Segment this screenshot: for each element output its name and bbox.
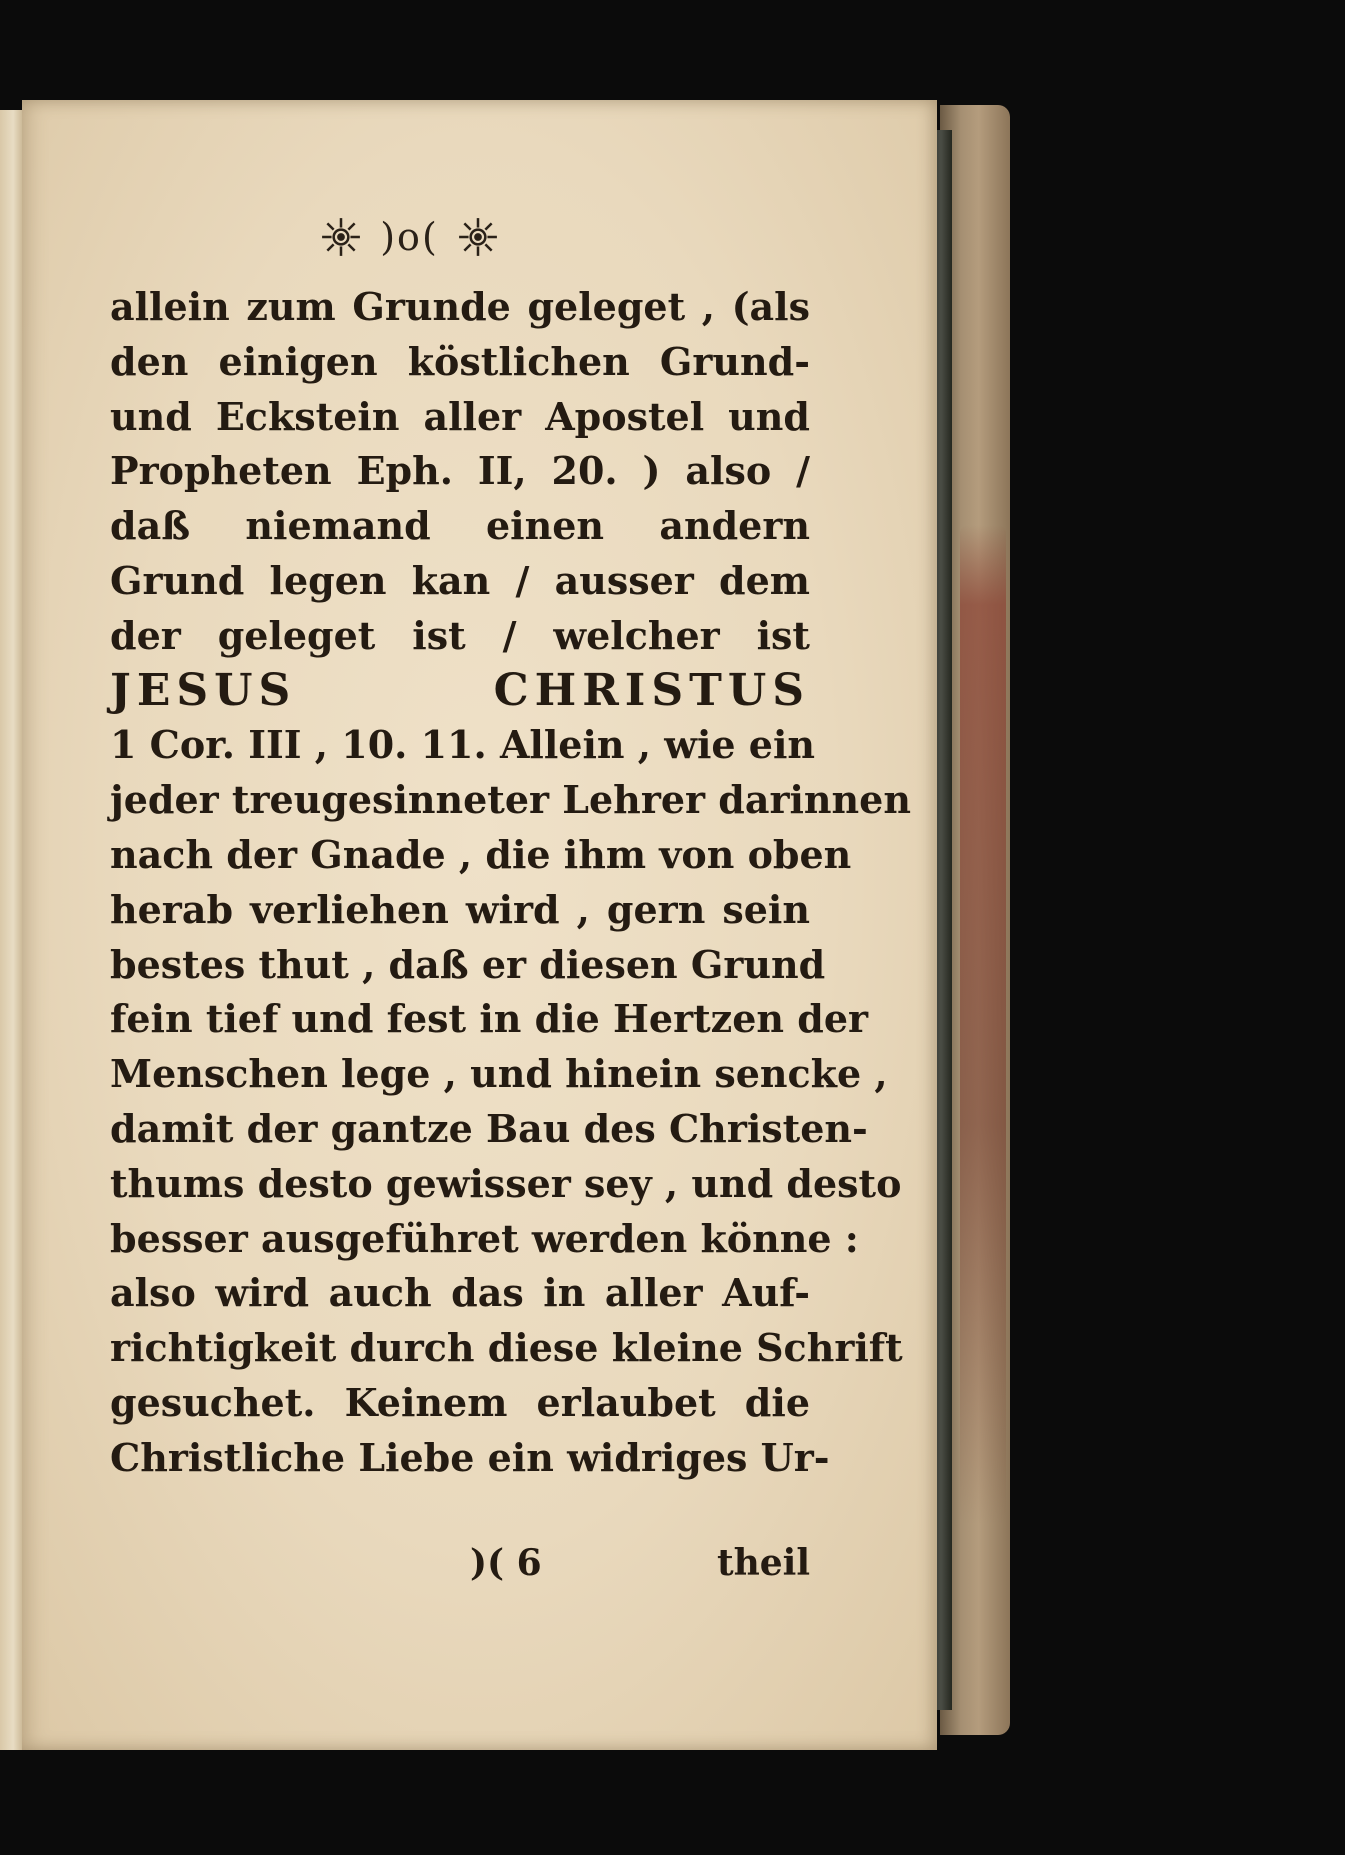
- text-line: Grund legen kan / ausser dem: [110, 557, 810, 603]
- text-line: jeder treugesinneter Lehrer darinnen: [110, 777, 911, 823]
- page-header: [0, 212, 867, 262]
- text-line: Menschen lege , und hinein sencke ,: [110, 1051, 888, 1097]
- text-line: den einigen köstlichen Grund-: [110, 338, 810, 384]
- book-page: [22, 100, 937, 1750]
- text-line: daß niemand einen andern: [110, 503, 810, 549]
- text-line: gesuchet. Keinem erlaubet die: [110, 1379, 810, 1425]
- page-footer: [110, 1542, 810, 1592]
- text-line: damit der gantze Bau des Christen-: [110, 1105, 868, 1151]
- text-line: der geleget ist / welcher ist: [110, 612, 810, 658]
- header-mark: )o(: [380, 215, 439, 259]
- catchword: theil: [716, 1542, 810, 1584]
- text-line: Christliche Liebe ein widriges Ur-: [110, 1434, 830, 1480]
- text-line-name: JESUS CHRISTUS: [110, 664, 810, 716]
- flower-ornament-left-icon: [320, 216, 362, 258]
- text-line: 1 Cor. III , 10. 11. Allein , wie ein: [110, 722, 816, 768]
- text-line: thums desto gewisser sey , und desto: [110, 1160, 902, 1206]
- body-text: [110, 280, 911, 1486]
- facing-page-edge: [0, 110, 22, 1750]
- flower-ornament-right-icon: [457, 216, 499, 258]
- text-line: allein zum Grunde geleget , (als: [110, 284, 810, 329]
- text-line: besser ausgeführet werden könne :: [110, 1215, 859, 1261]
- text-line: und Eckstein aller Apostel und: [110, 393, 810, 439]
- text-line: richtigkeit durch diese kleine Schrift: [110, 1325, 903, 1371]
- text-line: nach der Gnade , die ihm von oben: [110, 831, 852, 877]
- text-line: herab verliehen wird , gern sein: [110, 886, 810, 932]
- text-line: fein tief und fest in die Hertzen der: [110, 996, 869, 1042]
- signature-mark: )( 6: [470, 1542, 542, 1584]
- text-line: Propheten Eph. II, 20. ) also /: [110, 448, 810, 494]
- cover-stain: [960, 525, 1006, 1525]
- text-line: bestes thut , daß er diesen Grund: [110, 941, 826, 987]
- text-line: also wird auch das in aller Auf-: [110, 1270, 810, 1316]
